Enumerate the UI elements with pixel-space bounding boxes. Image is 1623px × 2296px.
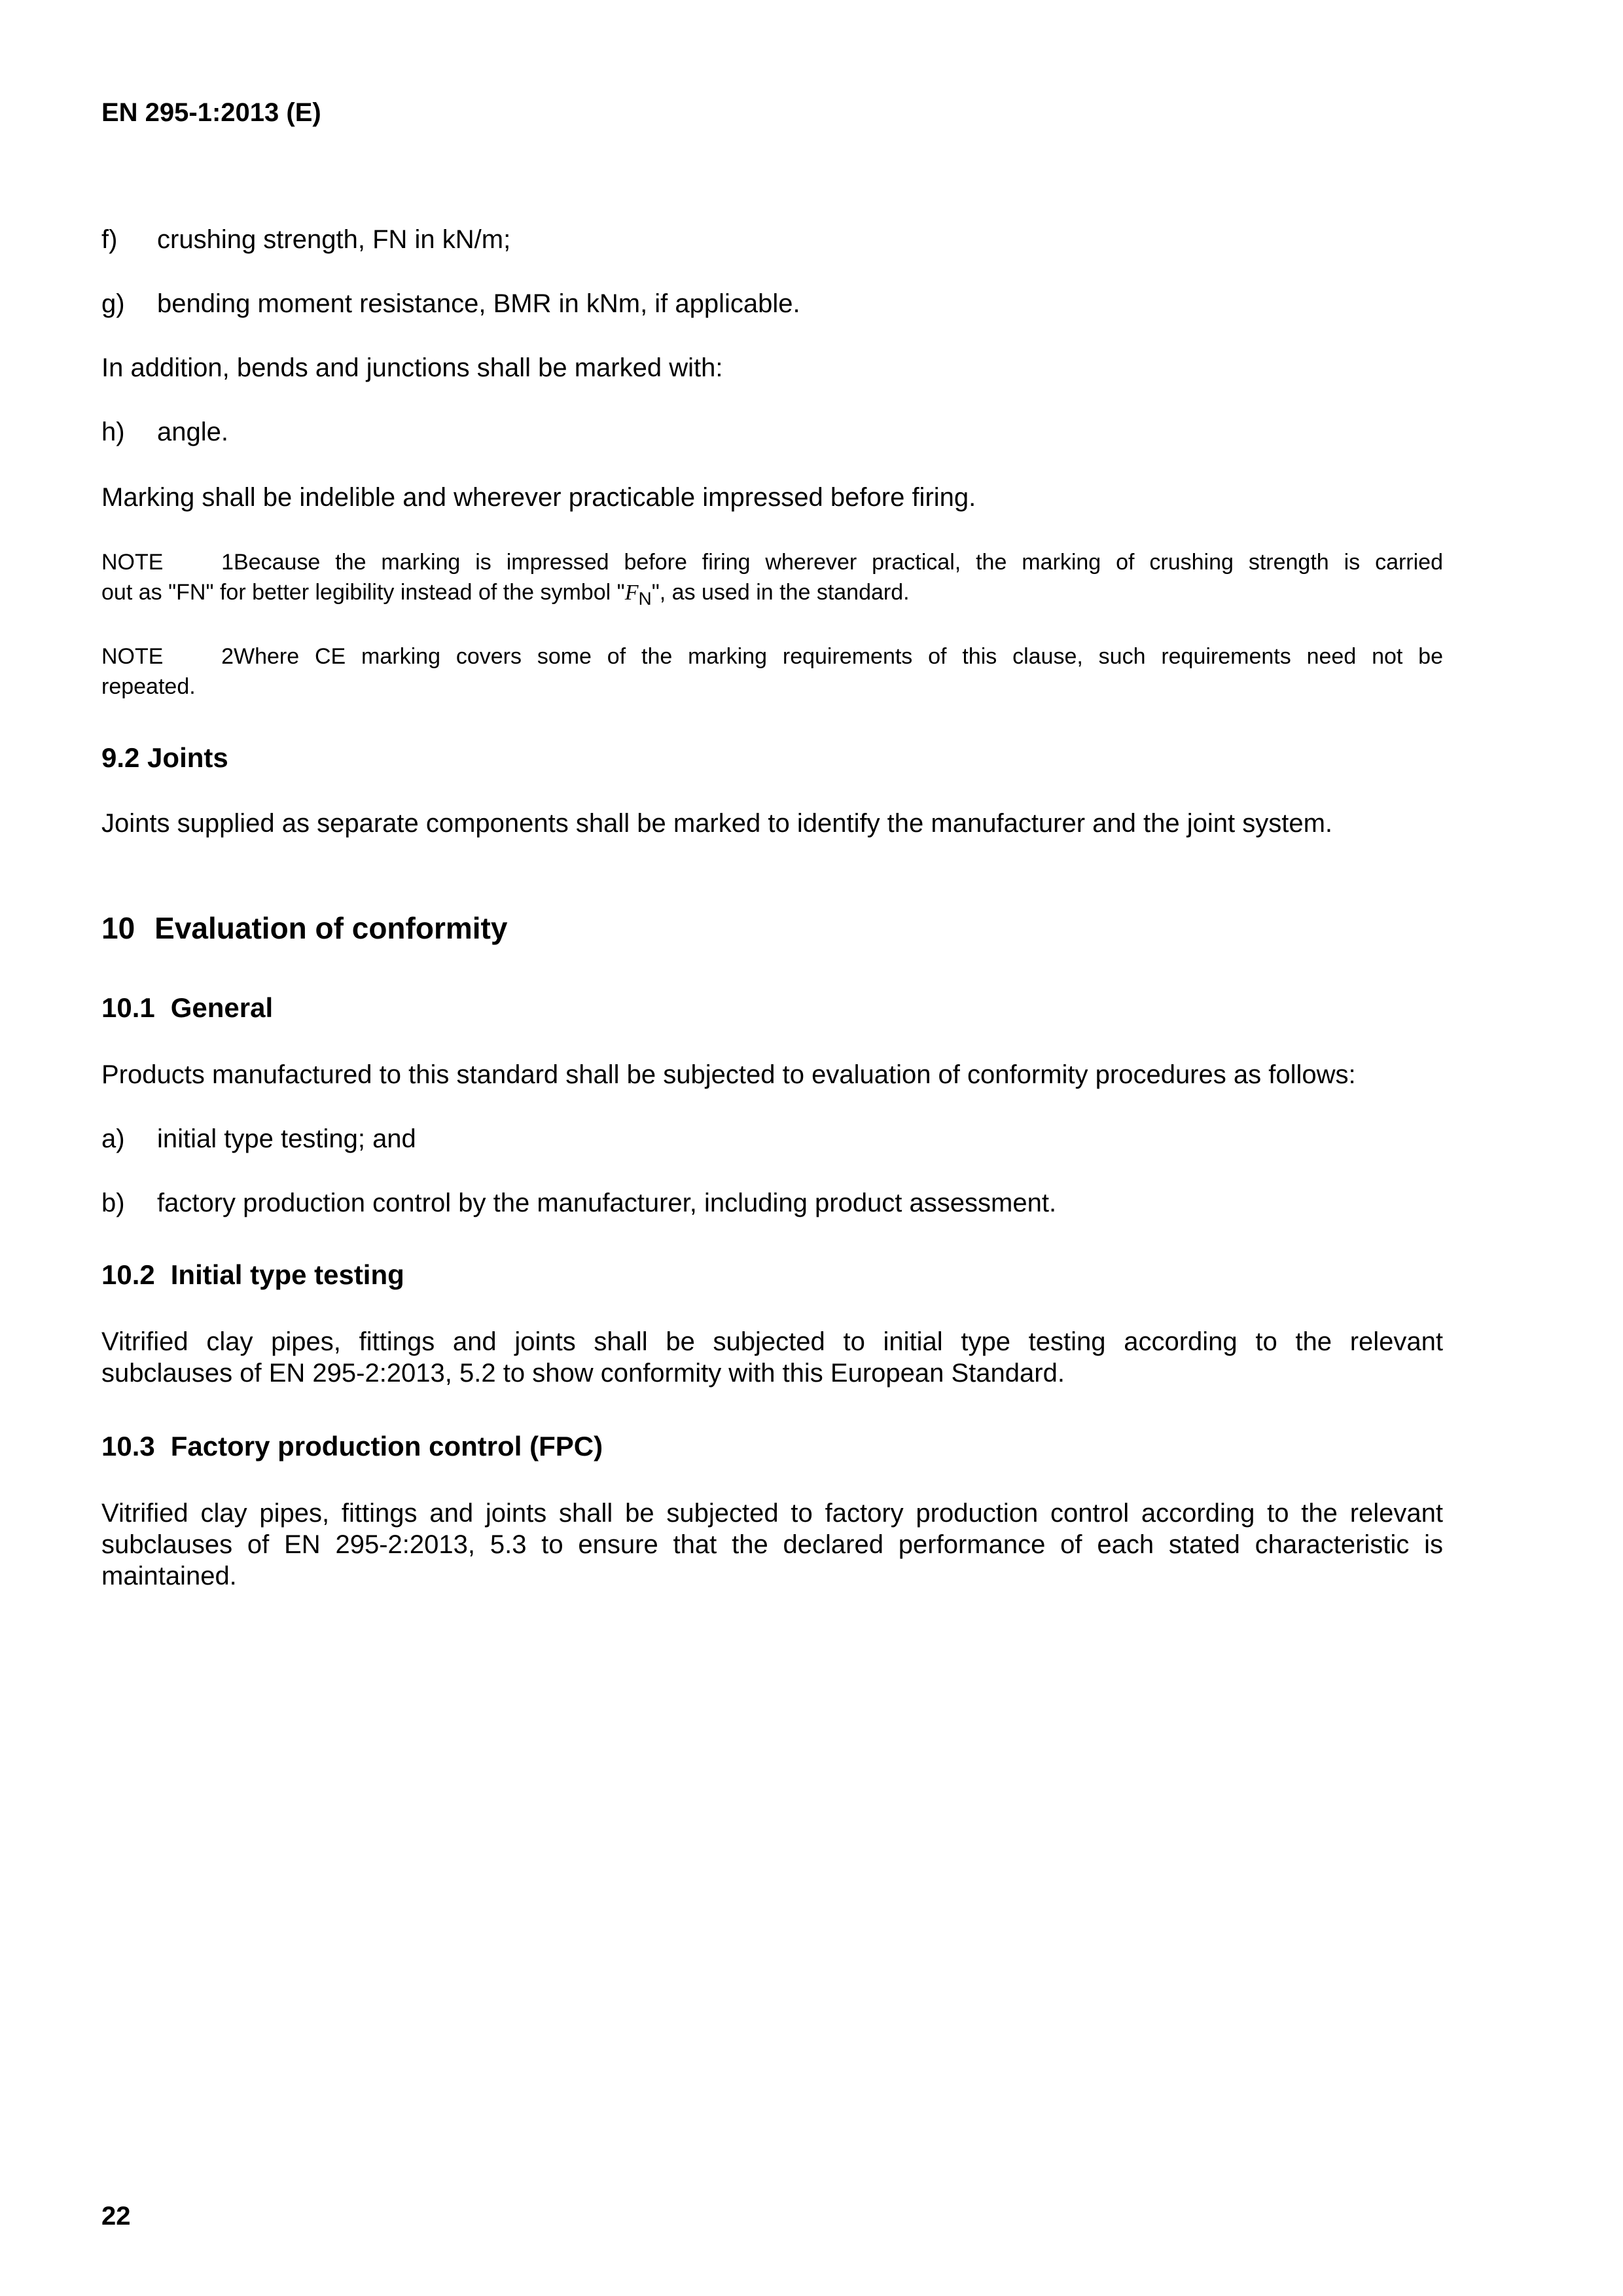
paragraph-line: Vitrified clay pipes, fittings and joints shall be subjected to factory production control according to the relevant — [101, 1499, 1443, 1528]
list-text: bending moment resistance, BMR in kNm, if applicable. — [157, 289, 800, 318]
section-title: Factory production control (FPC) — [170, 1431, 603, 1462]
paragraph-line: Vitrified clay pipes, fittings and joints shall be subjected to initial type testing according to the relevant — [101, 1327, 1443, 1356]
note-2-line-2: repeated. — [101, 674, 196, 699]
section-10-3-text — [101, 1498, 1443, 1592]
note-1-line-2: out as "FN" for better legibility instead of the symbol "$F_N$", as used in the standard. — [101, 580, 910, 609]
fn-symbol: $F_N$ — [624, 581, 652, 609]
list-text: initial type testing; and — [157, 1124, 416, 1153]
section-number: 10.1 — [101, 992, 155, 1023]
section-9-2-text: Joints supplied as separate components shall be marked to identify the manufacturer and the joint system. — [101, 809, 1333, 838]
section-title: Evaluation of conformity — [154, 911, 508, 945]
section-title: Initial type testing — [170, 1259, 404, 1290]
section-10-1-intro: Products manufactured to this standard shall be subjected to evaluation of conformity procedures as follows: — [101, 1060, 1356, 1089]
paragraph-line: subclauses of EN 295-2:2013, 5.3 to ensure that the declared performance of each stated characteristic is — [101, 1530, 1443, 1559]
list-text: angle. — [157, 418, 228, 446]
section-number: 10.2 — [101, 1259, 155, 1290]
note-2 — [101, 641, 1443, 702]
section-9-2-heading: 9.2 Joints — [101, 742, 228, 773]
section-title: General — [170, 992, 274, 1023]
section-10-2-text — [101, 1326, 1443, 1389]
note-1-line-1: NOTE 1Because the marking is impressed before firing wherever practical, the marking of crushing strength is carried — [101, 547, 1443, 577]
note-1 — [101, 547, 1443, 614]
marking-paragraph: Marking shall be indelible and wherever practicable impressed before firing. — [101, 483, 976, 512]
note-label: NOTE 1 — [101, 550, 234, 575]
document-id-header: EN 295-1:2013 (E) — [101, 98, 321, 127]
addition-paragraph: In addition, bends and junctions shall be marked with: — [101, 353, 723, 382]
section-10-1-heading — [101, 991, 273, 1025]
list-text: crushing strength, FN in kN/m; — [157, 225, 511, 254]
list-label: h) — [101, 418, 125, 446]
note-label: NOTE 2 — [101, 644, 234, 669]
list-label: a) — [101, 1124, 125, 1153]
section-number: 10 — [101, 911, 135, 945]
paragraph-line: maintained. — [101, 1562, 237, 1590]
page-number: 22 — [101, 2202, 131, 2231]
list-label: g) — [101, 289, 125, 318]
section-10-heading — [101, 910, 507, 946]
section-number: 10.3 — [101, 1431, 155, 1462]
list-label: b) — [101, 1189, 125, 1217]
section-10-2-heading — [101, 1258, 404, 1292]
list-label: f) — [101, 225, 118, 254]
paragraph-line: subclauses of EN 295-2:2013, 5.2 to show conformity with this European Standard. — [101, 1359, 1065, 1388]
note-2-line-1: NOTE 2Where CE marking covers some of the marking requirements of this clause, such requirements need not be — [101, 641, 1443, 672]
list-text: factory production control by the manufacturer, including product assessment. — [157, 1189, 1057, 1217]
section-10-3-heading — [101, 1429, 603, 1463]
